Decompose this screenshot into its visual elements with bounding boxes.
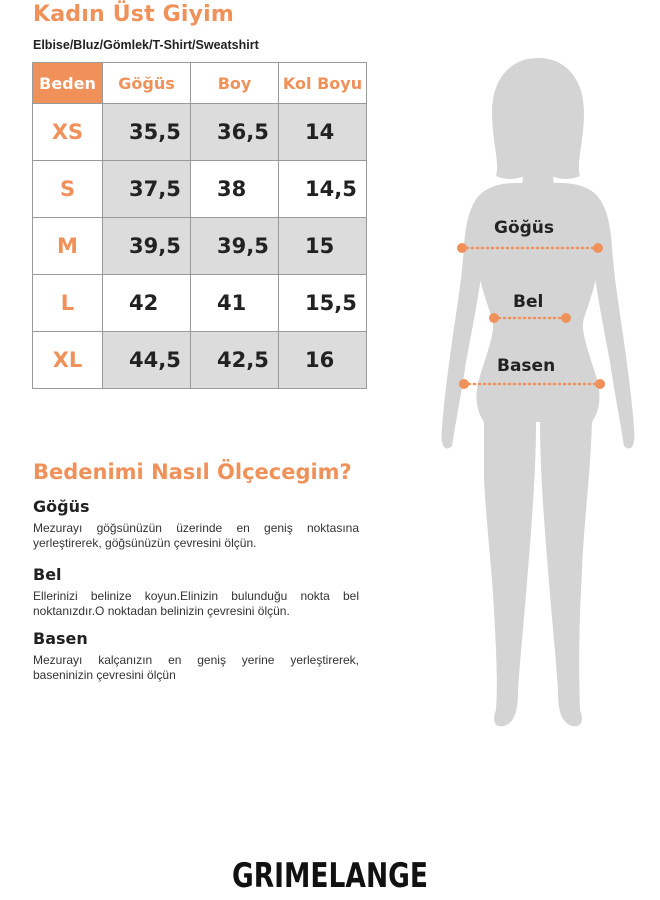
page-title: Kadın Üst Giyim — [33, 2, 235, 27]
product-categories: Elbise/Bluz/Gömlek/T-Shirt/Sweatshirt — [33, 38, 259, 52]
figure-label-hip: Basen — [497, 356, 556, 376]
size-cell: XS — [33, 104, 103, 161]
size-cell: XL — [33, 332, 103, 389]
section-text-basen: Mezurayı kalçanızın en geniş yerine yerleştirerek, baseninizin çevresini ölçün — [33, 653, 359, 682]
kol-boyu-cell: 14,5 — [279, 161, 367, 218]
how-to-measure-title: Bedenimi Nasıl Ölçecegim? — [33, 460, 352, 484]
figure-label-waist: Bel — [513, 292, 544, 312]
gogus-cell: 37,5 — [103, 161, 191, 218]
section-heading-basen: Basen — [33, 629, 88, 648]
brand-logo: GRIMELANGE — [231, 856, 429, 896]
kol-boyu-cell: 15,5 — [279, 275, 367, 332]
size-chart-table — [32, 62, 367, 389]
boy-cell: 38 — [191, 161, 279, 218]
boy-cell: 36,5 — [191, 104, 279, 161]
size-cell: M — [33, 218, 103, 275]
section-heading-gogus: Göğüs — [33, 497, 90, 516]
gogus-cell: 39,5 — [103, 218, 191, 275]
header-gogus: Göğüs — [103, 63, 191, 104]
size-cell: S — [33, 161, 103, 218]
header-kol-boyu: Kol Boyu — [279, 63, 367, 104]
gogus-cell: 42 — [103, 275, 191, 332]
table-row — [33, 332, 367, 389]
body-measurement-figure — [420, 50, 650, 750]
boy-cell: 42,5 — [191, 332, 279, 389]
table-row — [33, 104, 367, 161]
boy-cell: 41 — [191, 275, 279, 332]
figure-label-chest: Göğüs — [494, 218, 555, 238]
size-cell: L — [33, 275, 103, 332]
header-beden: Beden — [33, 63, 103, 104]
table-row — [33, 218, 367, 275]
table-row — [33, 161, 367, 218]
table-row — [33, 275, 367, 332]
boy-cell: 39,5 — [191, 218, 279, 275]
table-header-row — [33, 63, 367, 104]
kol-boyu-cell: 16 — [279, 332, 367, 389]
kol-boyu-cell: 15 — [279, 218, 367, 275]
kol-boyu-cell: 14 — [279, 104, 367, 161]
gogus-cell: 35,5 — [103, 104, 191, 161]
gogus-cell: 44,5 — [103, 332, 191, 389]
section-text-bel: Ellerinizi belinize koyun.Elinizin bulunduğu nokta bel noktanızdır.O noktadan belinizin çevresini ölçün. — [33, 589, 359, 618]
body-silhouette — [420, 50, 650, 750]
header-boy: Boy — [191, 63, 279, 104]
section-text-gogus: Mezurayı göğsünüzün üzerinde en geniş noktasına yerleştirerek, göğsünüzün çevresini ölçün. — [33, 521, 359, 550]
section-heading-bel: Bel — [33, 565, 62, 584]
